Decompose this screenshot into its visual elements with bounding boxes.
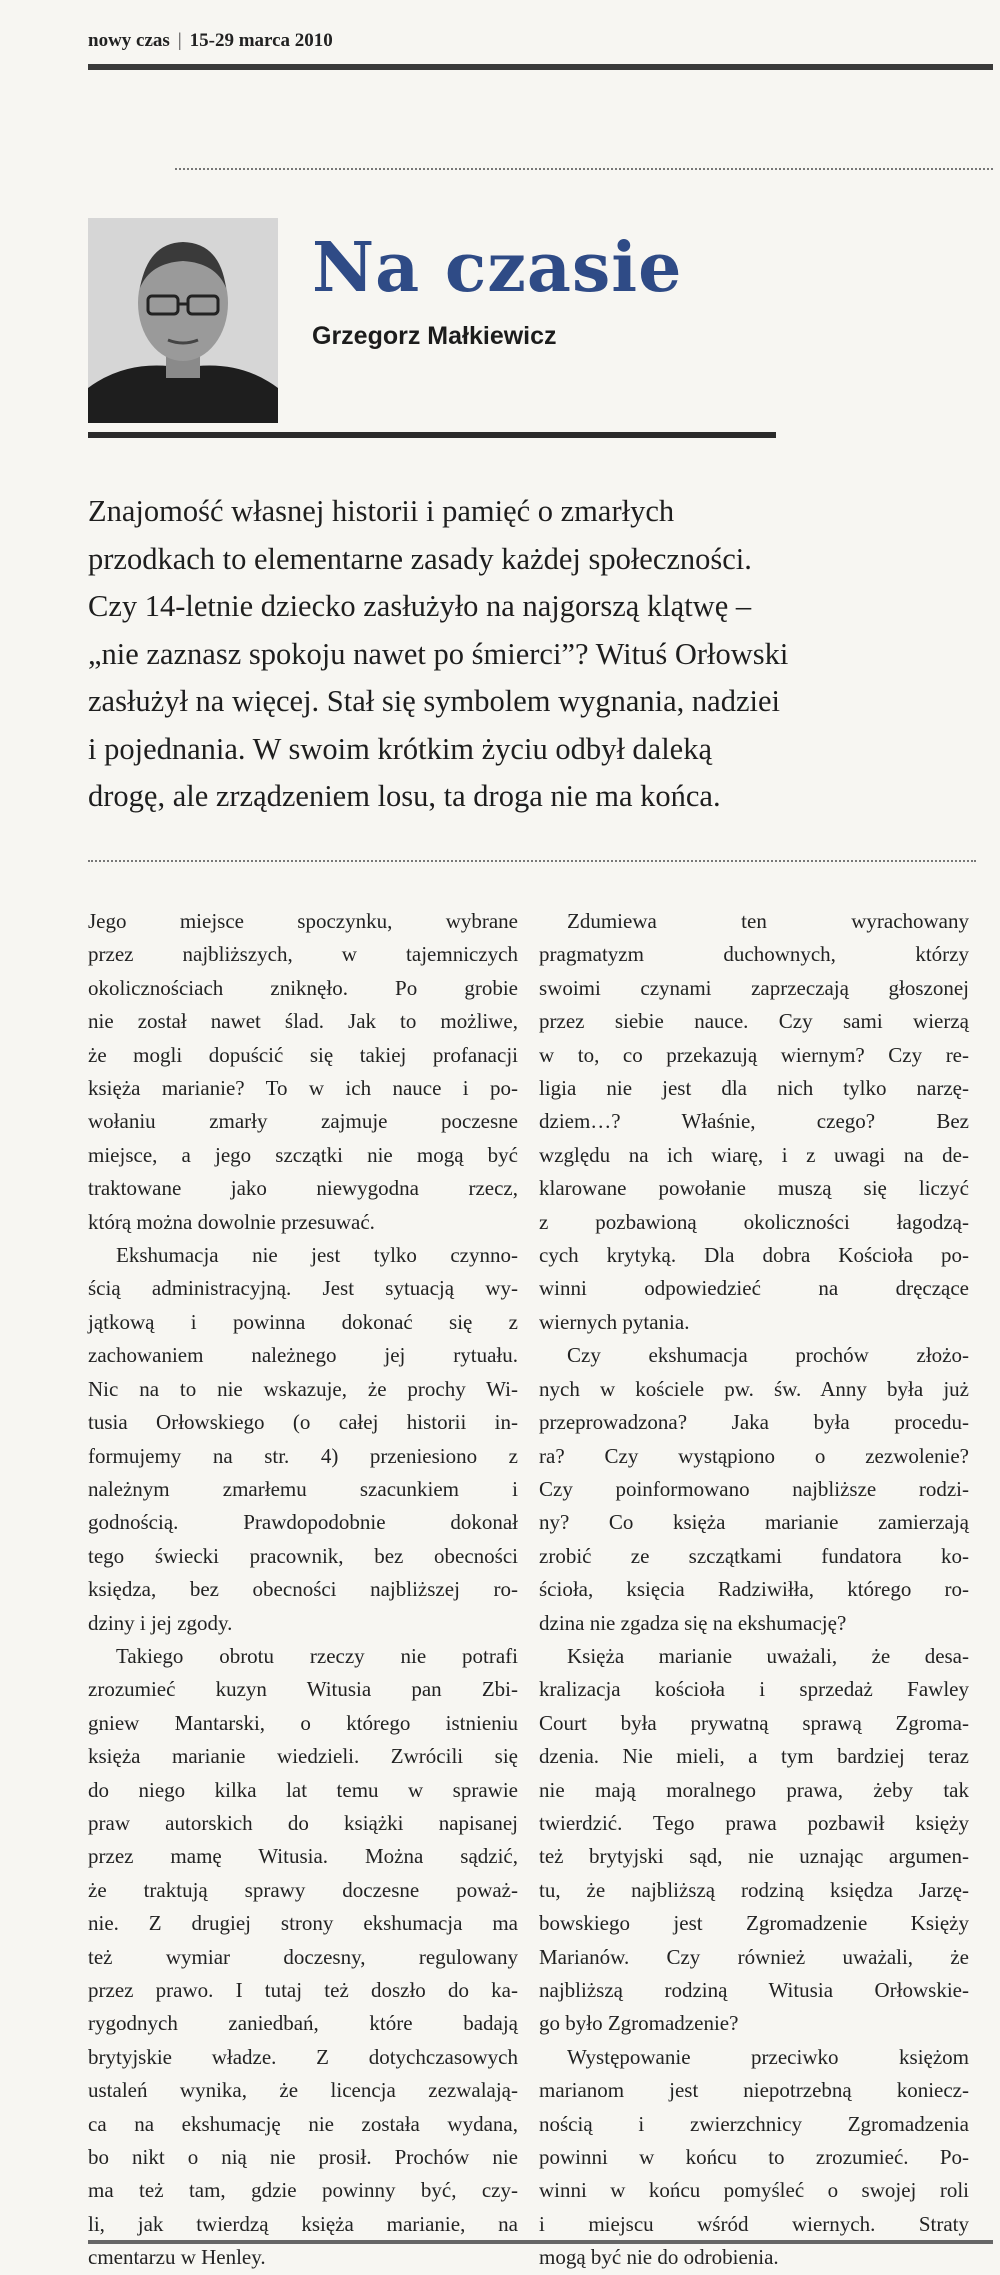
text-line: swoimi czynami zaprzeczają głoszonej xyxy=(539,975,969,1000)
text-line: winni w końcu pomyśleć o swojej roli xyxy=(539,2178,969,2203)
text-line: dzina nie zgadza się na ekshumację? xyxy=(539,1610,847,1635)
text-line: ustaleń wynika, że licencja zezwalają- xyxy=(88,2078,518,2103)
running-head xyxy=(88,30,333,52)
text-line: względu na ich wiarę, i z uwagi na de- xyxy=(539,1142,969,1167)
text-line: że traktują sprawy doczesne poważ- xyxy=(88,1877,518,1902)
text-line: księdza, bez obecności najbliższej ro- xyxy=(88,1577,518,1602)
header-rule xyxy=(88,64,993,70)
author-name: Grzegorz Małkiewicz xyxy=(312,322,557,350)
lead-line: i pojednania. W swoim krótkim życiu odbył daleką xyxy=(88,731,712,766)
text-line: li, jak twierdzą księża marianie, na xyxy=(88,2211,518,2236)
text-line: ścią administracyjną. Jest sytuacją wy- xyxy=(88,1276,518,1301)
text-line: ny? Co księża marianie zamierzają xyxy=(539,1510,969,1535)
author-portrait-image xyxy=(88,218,278,423)
article-column-right xyxy=(539,905,969,2275)
text-line: tu, że najbliższą rodziną księdza Jarzę- xyxy=(539,1877,969,1902)
text-line: Takiego obrotu rzeczy nie potrafi xyxy=(116,1643,518,1668)
text-line: tego świecki pracownik, bez obecności xyxy=(88,1543,518,1568)
text-line: ra? Czy wystąpiono o zezwolenie? xyxy=(539,1443,969,1468)
text-line: zrozumieć kuzyn Witusia pan Zbi- xyxy=(88,1677,518,1702)
text-line: przez mamę Witusia. Można sądzić, xyxy=(88,1844,518,1869)
text-line: twierdzić. Tego prawa pozbawił księży xyxy=(539,1810,969,1835)
text-line: należnym zmarłemu szacunkiem i xyxy=(88,1476,518,1501)
text-line: ligia nie jest dla nich tylko narzę- xyxy=(539,1076,969,1101)
text-line: kralizacja kościoła i sprzedaż Fawley xyxy=(539,1677,969,1702)
text-line: Występowanie przeciwko księżom xyxy=(567,2044,969,2069)
text-line: w to, co przekazują wiernym? Czy re- xyxy=(539,1042,969,1067)
text-line: cmentarzu w Henley. xyxy=(88,2245,266,2270)
article-column-left xyxy=(88,905,518,2275)
text-line: też wymiar doczesny, regulowany xyxy=(88,1944,518,1969)
text-line: że mogli dopuścić się takiej profanacji xyxy=(88,1042,518,1067)
text-line: powinni w końcu to zrozumieć. Po- xyxy=(539,2145,969,2170)
text-line: gniew Mantarski, o którego istnieniu xyxy=(88,1710,518,1735)
text-line: rygodnych zaniedbań, które badają xyxy=(88,2011,518,2036)
text-line: i miejscu wśród wiernych. Straty xyxy=(539,2211,969,2236)
separator: | xyxy=(177,30,182,51)
text-line: Zdumiewa ten wyrachowany xyxy=(567,909,969,933)
lead-line: „nie zaznasz spokoju nawet po śmierci”? Wituś Orłowski xyxy=(88,636,789,671)
column-title: Na czasie xyxy=(312,228,683,308)
text-line: do niego kilka lat temu w sprawie xyxy=(88,1777,518,1802)
text-line: dzenia. Nie mieli, a tym bardziej teraz xyxy=(539,1744,969,1769)
text-line: go było Zgromadzenie? xyxy=(539,2011,739,2036)
text-line: okolicznościach zniknęło. Po grobie xyxy=(88,975,518,1000)
dotted-rule-lead xyxy=(88,860,976,862)
text-line: przez prawo. I tutaj też doszło do ka- xyxy=(88,1978,518,2002)
text-line: ścioła, księcia Radziwiłła, którego ro- xyxy=(539,1577,969,1602)
dotted-rule-top xyxy=(175,168,993,170)
bottom-rule xyxy=(88,2240,993,2244)
text-line: formujemy na str. 4) przeniesiono z xyxy=(88,1443,518,1468)
text-line: z pozbawioną okoliczności łagodzą- xyxy=(539,1209,969,1234)
lead-line: Czy 14-letnie dziecko zasłużyło na najgorszą klątwę – xyxy=(88,589,752,623)
text-line: wiernych pytania. xyxy=(539,1309,690,1334)
text-line: godnością. Prawdopodobnie dokonał xyxy=(88,1510,518,1535)
text-line: Czy poinformowano najbliższe rodzi- xyxy=(539,1476,969,1501)
title-rule xyxy=(88,432,776,438)
text-line: pragmatyzm duchownych, którzy xyxy=(539,942,969,967)
text-line: tusia Orłowskiego (o całej historii in- xyxy=(88,1410,518,1435)
text-line: przez siebie nauce. Czy sami wierzą xyxy=(539,1009,969,1034)
text-line: mogą być nie do odrobienia. xyxy=(539,2245,779,2270)
text-line: nie mają moralnego prawa, żeby tak xyxy=(539,1777,969,1802)
text-line: miejsce, a jego szczątki nie mogą być xyxy=(88,1142,518,1167)
text-line: marianom jest niepotrzebną koniecz- xyxy=(539,2078,969,2103)
text-line: wołaniu zmarły zajmuje poczesne xyxy=(88,1109,518,1134)
text-line: najbliższą rodziną Witusia Orłowskie- xyxy=(539,1978,969,2002)
text-line: zachowaniem należnego jej rytuału. xyxy=(88,1343,518,1368)
text-line: nych w kościele pw. św. Anny była już xyxy=(539,1376,969,1401)
text-line: księża marianie wiedzieli. Zwrócili się xyxy=(88,1744,518,1769)
lead-line: przodkach to elementarne zasady każdej społeczności. xyxy=(88,541,752,576)
text-line: ca na ekshumację nie została wydana, xyxy=(88,2111,518,2136)
text-line: Marianów. Czy również uważali, że xyxy=(539,1944,969,1969)
text-line: Czy ekshumacja prochów złożo- xyxy=(567,1343,969,1368)
text-line: zrobić ze szczątkami fundatora ko- xyxy=(539,1543,969,1568)
publication-name: nowy czas xyxy=(88,30,170,51)
text-line: Nic na to nie wskazuje, że prochy Wi- xyxy=(88,1376,518,1401)
text-line: praw autorskich do książki napisanej xyxy=(88,1810,518,1835)
text-line: Ekshumacja nie jest tylko czynno- xyxy=(116,1243,518,1268)
text-line: dziny i jej zgody. xyxy=(88,1610,233,1635)
text-line: jątkową i powinna dokonać się z xyxy=(88,1309,518,1334)
text-line: cych krytyką. Dla dobra Kościoła po- xyxy=(539,1243,969,1268)
text-line: Court była prywatną sprawą Zgroma- xyxy=(539,1710,969,1735)
text-line: winni odpowiedzieć na dręczące xyxy=(539,1276,969,1301)
lead-paragraph xyxy=(88,488,978,821)
text-line: brytyjskie władze. Z dotychczasowych xyxy=(88,2044,518,2069)
text-line: bo nikt o nią nie prosił. Prochów nie xyxy=(88,2145,518,2170)
text-line: klarowane powołanie muszą się liczyć xyxy=(539,1176,969,1201)
text-line: dziem…? Właśnie, czego? Bez xyxy=(539,1109,969,1134)
text-line: Jego miejsce spoczynku, wybrane xyxy=(88,909,518,933)
text-line: przeprowadzona? Jaka była procedu- xyxy=(539,1410,969,1435)
text-line: Księża marianie uważali, że desa- xyxy=(567,1643,969,1668)
lead-line: Znajomość własnej historii i pamięć o zmarłych xyxy=(88,494,675,528)
text-line: którą można dowolnie przesuwać. xyxy=(88,1209,375,1234)
text-line: bowskiego jest Zgromadzenie Księży xyxy=(539,1911,969,1936)
text-line: też brytyjski sąd, nie uznając argumen- xyxy=(539,1844,969,1869)
author-photo xyxy=(88,218,278,423)
text-line: ma też tam, gdzie powinny być, czy- xyxy=(88,2178,518,2203)
text-line: przez najbliższych, w tajemniczych xyxy=(88,942,518,967)
issue-date: 15-29 marca 2010 xyxy=(189,30,333,51)
text-line: nie. Z drugiej strony ekshumacja ma xyxy=(88,1911,518,1936)
text-line: księża marianie? To w ich nauce i po- xyxy=(88,1076,518,1101)
lead-line: drogę, ale zrządzeniem losu, ta droga nie ma końca. xyxy=(88,779,721,813)
text-line: traktowane jako niewygodna rzecz, xyxy=(88,1176,518,1201)
text-line: nie został nawet ślad. Jak to możliwe, xyxy=(88,1009,518,1034)
text-line: nością i zwierzchnicy Zgromadzenia xyxy=(539,2111,969,2136)
lead-line: zasłużył na więcej. Stał się symbolem wygnania, nadziei xyxy=(88,684,780,718)
